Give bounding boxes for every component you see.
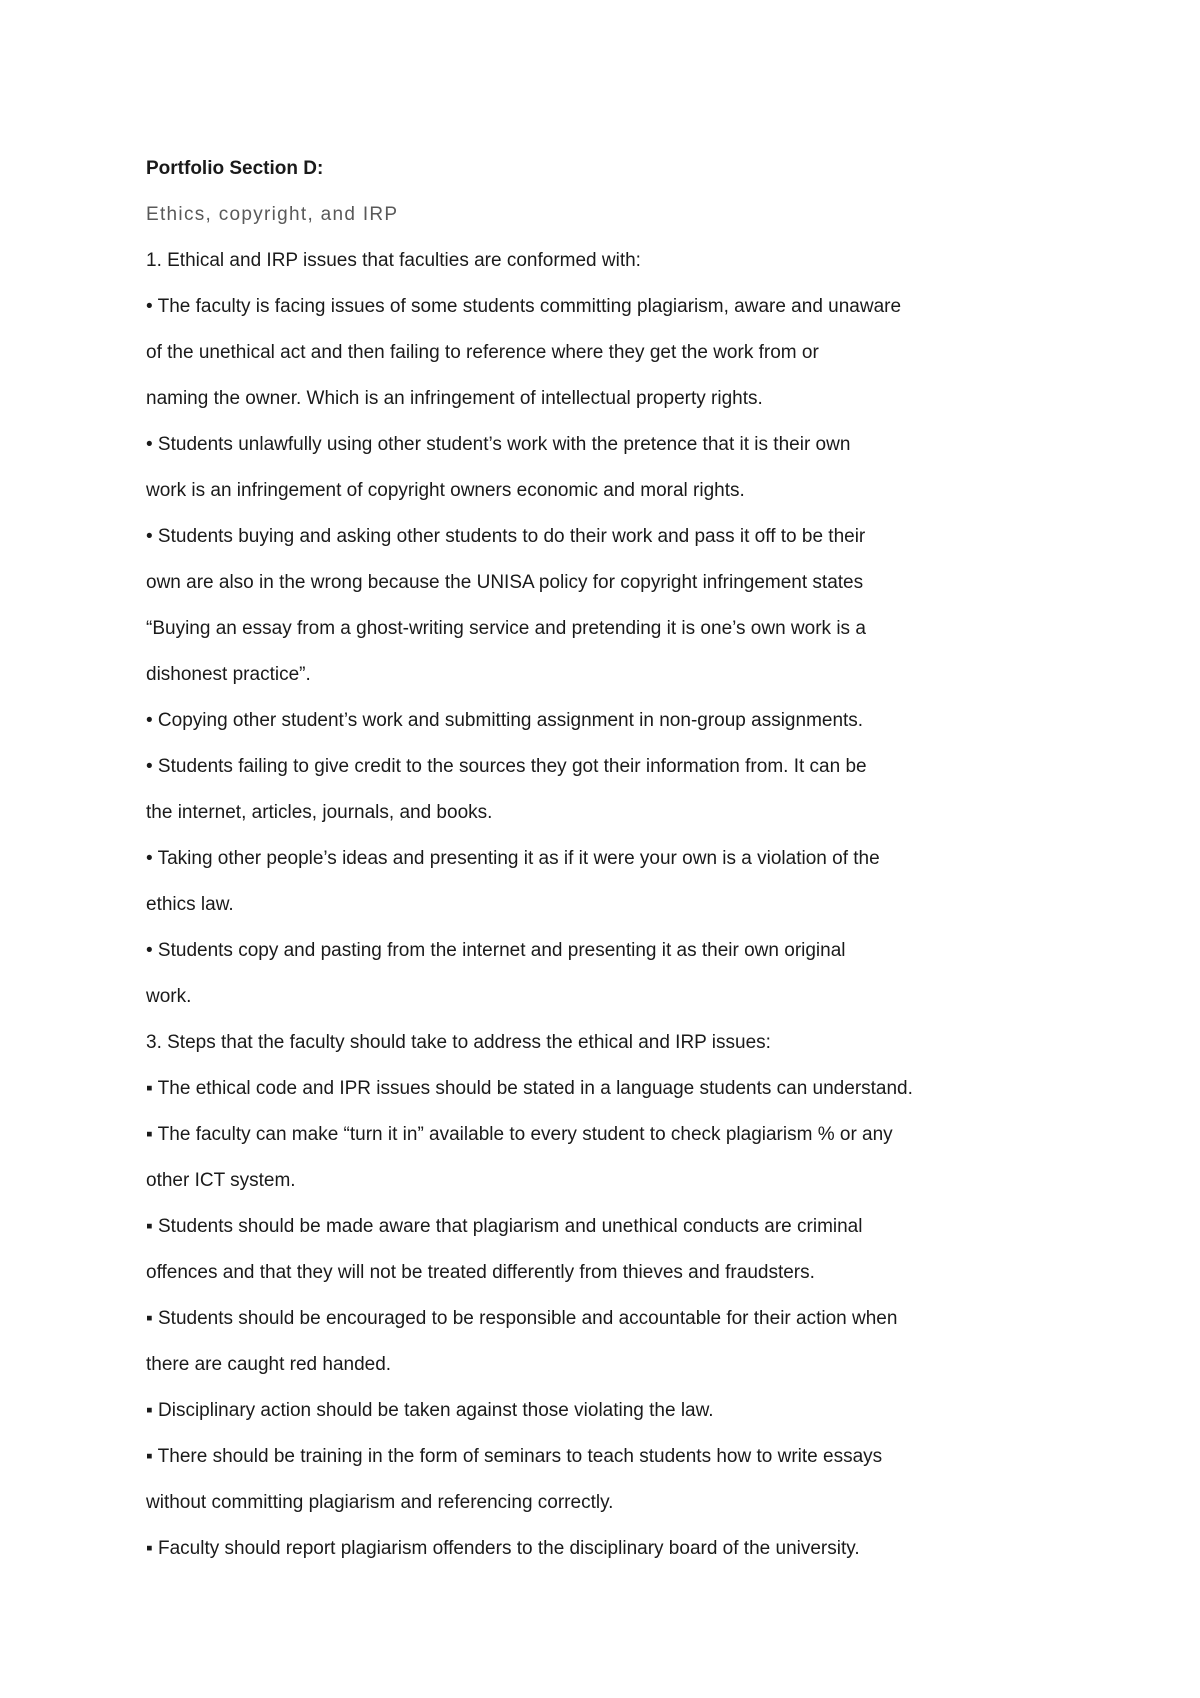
text-line: • Students copy and pasting from the internet and presenting it as their own original xyxy=(146,940,846,961)
text-line: the internet, articles, journals, and books. xyxy=(146,802,493,823)
text-line: ▪ Students should be encouraged to be responsible and accountable for their action when xyxy=(146,1308,898,1329)
section-subtitle: Ethics, copyright, and IRP xyxy=(146,204,399,225)
text-line: 3. Steps that the faculty should take to address the ethical and IRP issues: xyxy=(146,1032,771,1053)
text-line: naming the owner. Which is an infringement of intellectual property rights. xyxy=(146,388,763,409)
text-line: ▪ The faculty can make “turn it in” available to every student to check plagiarism % or any xyxy=(146,1124,893,1145)
text-line: other ICT system. xyxy=(146,1170,296,1191)
text-line: • Students unlawfully using other student’s work with the pretence that it is their own xyxy=(146,434,851,455)
text-line: • Students failing to give credit to the sources they got their information from. It can be xyxy=(146,756,867,777)
text-line: • Copying other student’s work and submitting assignment in non-group assignments. xyxy=(146,710,864,731)
text-line: 1. Ethical and IRP issues that faculties are conformed with: xyxy=(146,250,641,271)
text-line: ▪ The ethical code and IPR issues should be stated in a language students can understand. xyxy=(146,1078,913,1099)
text-line: • The faculty is facing issues of some students committing plagiarism, aware and unaware xyxy=(146,296,902,317)
text-line: ethics law. xyxy=(146,894,234,915)
text-line: work. xyxy=(146,986,192,1007)
text-line: offences and that they will not be treated differently from thieves and fraudsters. xyxy=(146,1262,815,1283)
section-title: Portfolio Section D: xyxy=(146,158,324,179)
text-line: • Taking other people’s ideas and presenting it as if it were your own is a violation of the xyxy=(146,848,880,869)
text-line: ▪ Disciplinary action should be taken against those violating the law. xyxy=(146,1400,714,1421)
text-line: own are also in the wrong because the UNISA policy for copyright infringement states xyxy=(146,572,864,593)
text-line: of the unethical act and then failing to reference where they get the work from or xyxy=(146,342,819,363)
text-line: there are caught red handed. xyxy=(146,1354,392,1375)
text-line: work is an infringement of copyright owners economic and moral rights. xyxy=(146,480,745,501)
text-line: “Buying an essay from a ghost-writing service and pretending it is one’s own work is a xyxy=(146,618,866,639)
text-line: dishonest practice”. xyxy=(146,664,311,685)
document-text xyxy=(146,238,1046,1572)
text-line: ▪ Faculty should report plagiarism offenders to the disciplinary board of the university. xyxy=(146,1538,860,1559)
document-body xyxy=(146,146,1046,1572)
text-line: • Students buying and asking other students to do their work and pass it off to be their xyxy=(146,526,866,547)
text-line: ▪ There should be training in the form of seminars to teach students how to write essays xyxy=(146,1446,883,1467)
text-line: without committing plagiarism and referencing correctly. xyxy=(146,1492,614,1513)
text-line: ▪ Students should be made aware that plagiarism and unethical conducts are criminal xyxy=(146,1216,863,1237)
